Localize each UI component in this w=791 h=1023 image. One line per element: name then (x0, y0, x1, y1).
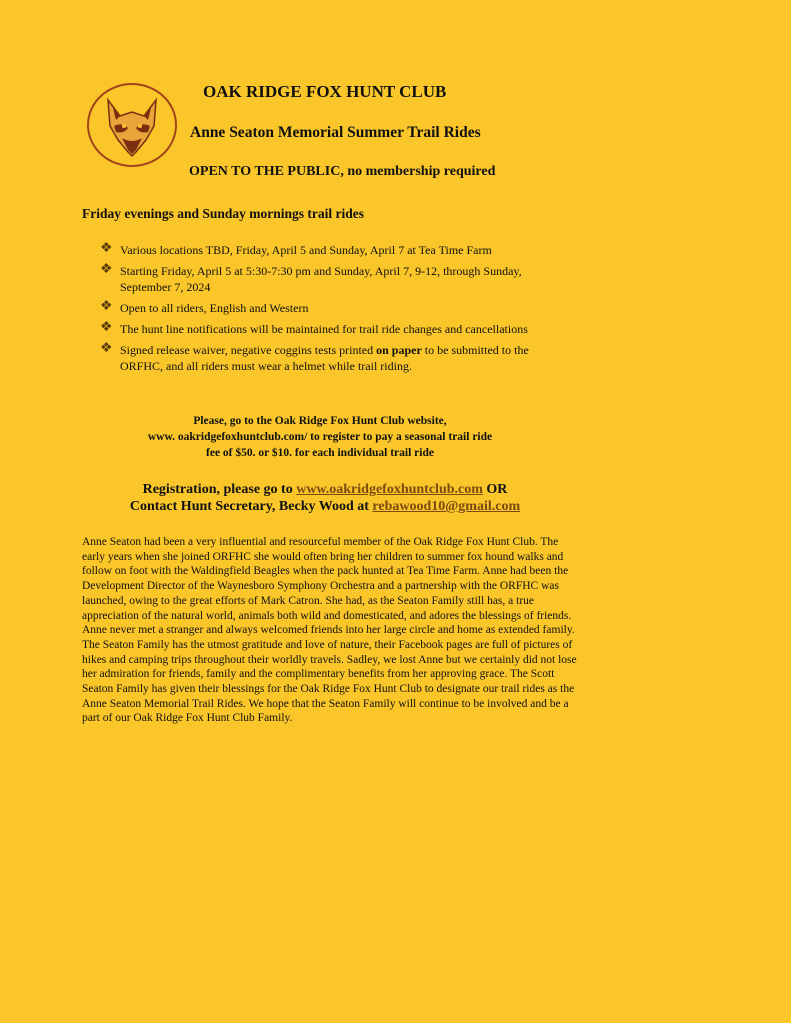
diamond-bullet-icon: ❖ (100, 299, 113, 314)
event-subtitle: Anne Seaton Memorial Summer Trail Rides (190, 124, 481, 141)
list-item (100, 300, 560, 316)
list-item (100, 342, 560, 374)
registration-info (110, 481, 540, 515)
registration-note-line: www. oakridgefoxhuntclub.com/ to register to pay a seasonal trail ride (147, 431, 493, 443)
open-to-public-note: OPEN TO THE PUBLIC, no membership required (189, 164, 496, 179)
bullet-text: The hunt line notifications will be maintained for trail ride changes and cancellations (120, 322, 528, 336)
club-title: OAK RIDGE FOX HUNT CLUB (203, 82, 447, 101)
email-link[interactable]: rebawood10@gmail.com (372, 499, 521, 514)
details-list (100, 242, 560, 379)
bullet-text-before: Signed release waiver, negative coggins tests printed (120, 343, 377, 357)
website-link[interactable]: www.oakridgefoxhuntclub.com (296, 482, 483, 497)
contact-prefix: Contact Hunt Secretary, Becky Wood at (129, 499, 373, 514)
bullet-text: Starting Friday, April 5 at 5:30-7:30 pm and Sunday, April 7, 9-12, through Sunday, September 7, 2024 (120, 264, 522, 294)
bullet-text-bold: on paper (376, 343, 422, 357)
diamond-bullet-icon: ❖ (100, 320, 113, 335)
registration-note (110, 413, 530, 461)
diamond-bullet-icon: ❖ (100, 241, 113, 256)
registration-note-line: fee of $50. or $10. for each individual trail ride (206, 447, 434, 459)
registration-note-line: Please, go to the Oak Ridge Fox Hunt Club website, (193, 415, 447, 427)
bullet-text: Open to all riders, English and Western (120, 301, 309, 315)
list-item (100, 321, 560, 337)
registration-prefix: Registration, please go to (142, 482, 297, 497)
registration-or: OR (482, 482, 508, 497)
memorial-paragraph: Anne Seaton had been a very influential and resourceful member of the Oak Ridge Fox Hunt Club. The early years when she joined ORFHC she would often bring her children to summer fox hound walks and follow on foot with the Waldingfield Beagles when the pack hunted at Tea Time Farm. Anne had been the Development Director of the Waynesboro Symphony Orchestra and a partnership with the ORFHC was launched, owing to the great efforts of Mark Catron. She had, as the Seaton Family still has, a true appreciation of the natural world, animals both wild and domesticated, and adores the blessings of friends. Anne never met a stranger and always welcomed friends into her large circle and home as extended family. The Seaton Family has the utmost gratitude and love of nature, their Facebook pages are full of pictures of hikes and camping trips throughout their worldly travels. Sadley, we lost Anne but we certainly did not lose her admiration for friends, family and the complimentary benefits from her approving grace. The Scott Seaton Family has given their blessings for the Oak Ridge Fox Hunt Club to designate our trail rides as the Anne Seaton Memorial Trail Rides. We hope that the Seaton Family will continue to be involved and be a part of our Oak Ridge Fox Hunt Club Family. (82, 536, 577, 725)
schedule-heading: Friday evenings and Sunday mornings trail rides (82, 206, 365, 221)
diamond-bullet-icon: ❖ (100, 341, 113, 356)
fox-head-icon (86, 82, 178, 168)
list-item (100, 242, 560, 258)
bullet-text-after: to be submitted to the ORFHC, and all riders must wear a helmet while trail riding. (120, 343, 529, 373)
diamond-bullet-icon: ❖ (100, 262, 113, 277)
list-item (100, 263, 560, 295)
bullet-text: Various locations TBD, Friday, April 5 and Sunday, April 7 at Tea Time Farm (120, 243, 492, 257)
